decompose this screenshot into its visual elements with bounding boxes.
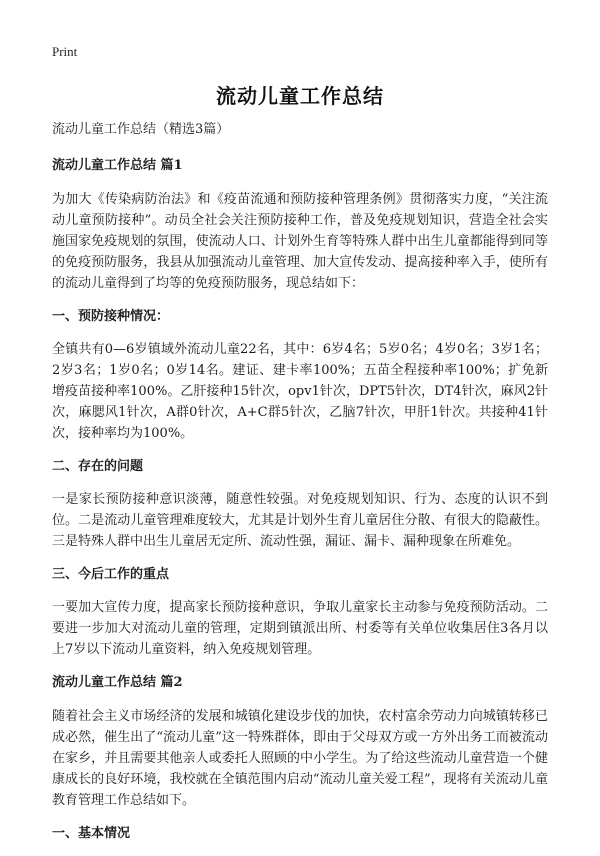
article-2	[52, 672, 548, 844]
article-intro: 随着社会主义市场经济的发展和城镇化建设步伐的加快，农村富余劳动力向城镇转移已成必然，催生出了“流动儿童”这一特殊群体，即由于父母双方或一方外出务工而被流动在家乡，并且需要其他亲人或委托人照顾的中小学生。为了给这些流动儿童营造一个健康成长的良好环境，我校就在全镇范围内启动“流动儿童关爱工程”，现将有关流动儿童教育管理工作总结如下。	[52, 709, 548, 808]
document-title: 流动儿童工作总结	[216, 84, 384, 108]
section-body-problems: 一是家长预防接种意识淡薄，随意性较强。对免疫规划知识、行为、态度的认识不到位。二是流动儿童管理难度较大，尤其是计划外生育儿童居住分散、有很大的隐蔽性。三是特殊人群中出生儿童居无定所、流动性强，漏证、漏卡、漏种现象在所难免。	[52, 492, 548, 549]
article-intro: 为加大《传染病防治法》和《疫苗流通和预防接种管理条例》贯彻落实力度，“关注流动儿童预防接种”。动员全社会关注预防接种工作，普及免疫规划知识，营造全社会实施国家免疫规划的氛围，使流动人口、计划外生育等特殊人群中出生儿童都能得到同等的免疫预防服务，我县从加强流动儿童管理、加大宣传发动、提高接种率入手，使所有的流动儿童得到了均等的免疫预防服务，现总结如下：	[52, 192, 548, 291]
document-subtitle: 流动儿童工作总结（精选3篇）	[52, 122, 230, 137]
section-heading-vaccination: 一、预防接种情况：	[52, 309, 170, 324]
section-body-future-focus: 一要加大宣传力度，提高家长预防接种意识，争取儿童家长主动参与免疫预防活动。二要进一步加大对流动儿童的管理，定期到镇派出所、村委等有关单位收集居住3各月以上7岁以下流动儿童资料，纳入免疫规划管理。	[52, 600, 548, 657]
document-body	[52, 119, 548, 856]
section-heading-basic-situation: 一、基本情况	[52, 826, 131, 841]
section-heading-future-focus: 三、今后工作的重点	[52, 567, 170, 582]
article-heading: 流动儿童工作总结 篇1	[52, 158, 183, 173]
section-heading-problems: 二、存在的问题	[52, 459, 144, 474]
article-heading: 流动儿童工作总结 篇2	[52, 675, 183, 690]
article-1	[52, 155, 548, 660]
print-link[interactable]: Print	[52, 44, 78, 59]
section-body-vaccination: 全镇共有0—6岁镇域外流动儿童22名，其中：6岁4名；5岁0名；4岁0名；3岁1名；2岁3名；1岁0名；0岁14名。建证、建卡率100%；五苗全程接种率100%；扩免新增疫苗接种率100%。乙肝接种15针次，opv1针次，DPT5针次，DT4针次，麻风2针次，麻腮风1针次，A群0针次，A+C群5针次，乙脑7针次，甲肝1针次。共接种41针次，接种率均为100%。	[52, 342, 548, 441]
